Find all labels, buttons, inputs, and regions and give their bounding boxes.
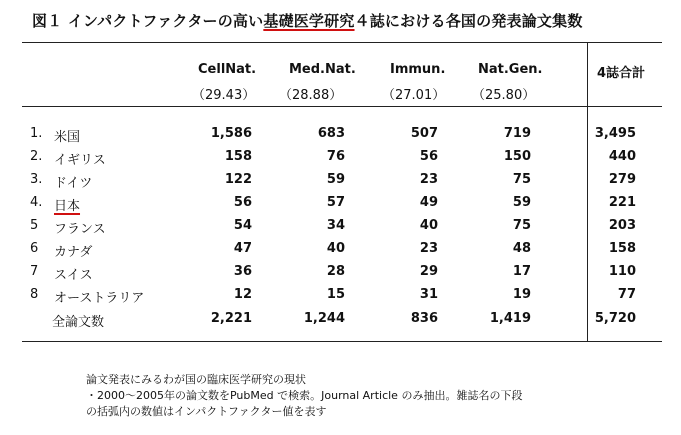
row-value-col-2: 34 bbox=[326, 218, 345, 233]
row-value-col-1: 158 bbox=[224, 149, 252, 164]
figure-title bbox=[32, 10, 583, 31]
row-value-col-4: 1,419 bbox=[489, 311, 531, 326]
row-total: 158 bbox=[608, 241, 636, 256]
row-value-col-4: 75 bbox=[512, 172, 531, 187]
row-value-col-4: 19 bbox=[512, 287, 531, 302]
row-rank: 5 bbox=[30, 218, 39, 233]
row-country: カナダ bbox=[54, 245, 93, 260]
row-value-col-4: 75 bbox=[512, 218, 531, 233]
row-country: イギリス bbox=[54, 153, 106, 168]
row-value-col-1: 56 bbox=[233, 195, 252, 210]
row-rank: 2. bbox=[30, 149, 43, 164]
row-value-col-4: 59 bbox=[512, 195, 531, 210]
row-value-col-3: 836 bbox=[410, 311, 438, 326]
title-suffix: ４誌における各国の発表論文集数 bbox=[354, 12, 583, 30]
row-value-col-2: 76 bbox=[326, 149, 345, 164]
col-if-cellnat: （29.43） bbox=[192, 88, 256, 103]
note-line-3: の括弧内の数値はインパクトファクター値を表す bbox=[86, 405, 327, 418]
row-total: 5,720 bbox=[594, 311, 636, 326]
row-rank: 1. bbox=[30, 126, 43, 141]
row-value-col-3: 507 bbox=[410, 126, 438, 141]
row-value-col-1: 1,586 bbox=[210, 126, 252, 141]
row-value-col-4: 17 bbox=[512, 264, 531, 279]
col-header-total: 4誌合計 bbox=[597, 66, 646, 81]
note-line-1: 論文発表にみるわが国の臨床医学研究の現状 bbox=[86, 373, 306, 386]
row-value-col-4: 150 bbox=[503, 149, 531, 164]
col-header-immun: Immun. bbox=[390, 62, 446, 77]
row-country: オーストラリア bbox=[54, 291, 145, 306]
row-value-col-3: 56 bbox=[419, 149, 438, 164]
row-rank: 8 bbox=[30, 287, 39, 302]
row-rank: 6 bbox=[30, 241, 39, 256]
row-country: フランス bbox=[54, 222, 106, 237]
col-header-natgen: Nat.Gen. bbox=[478, 62, 543, 77]
col-if-mednat: （28.88） bbox=[279, 88, 343, 103]
row-rank: 4. bbox=[30, 195, 43, 210]
row-value-col-3: 31 bbox=[419, 287, 438, 302]
row-value-col-2: 59 bbox=[326, 172, 345, 187]
row-value-col-1: 47 bbox=[233, 241, 252, 256]
row-value-col-1: 36 bbox=[233, 264, 252, 279]
row-rank: 3. bbox=[30, 172, 43, 187]
row-value-col-4: 719 bbox=[503, 126, 531, 141]
row-rank: 7 bbox=[30, 264, 39, 279]
row-value-col-2: 15 bbox=[326, 287, 345, 302]
row-value-col-2: 57 bbox=[326, 195, 345, 210]
row-value-col-1: 122 bbox=[224, 172, 252, 187]
title-underlined: 基礎医学研究 bbox=[263, 12, 355, 30]
row-value-col-3: 40 bbox=[419, 218, 438, 233]
title-prefix: 図１ インパクトファクターの高い bbox=[32, 12, 264, 30]
row-total: 203 bbox=[608, 218, 636, 233]
row-country: スイス bbox=[54, 268, 93, 283]
note-line-2: ・2000～2005年の論文数をPubMed で検索。Journal Article のみ抽出。雑誌名の下段 bbox=[86, 389, 523, 402]
row-total: 221 bbox=[608, 195, 636, 210]
row-value-col-2: 28 bbox=[326, 264, 345, 279]
row-value-col-2: 683 bbox=[317, 126, 345, 141]
row-total: 3,495 bbox=[594, 126, 636, 141]
col-header-cellnat: CellNat. bbox=[198, 62, 257, 77]
row-value-col-1: 54 bbox=[233, 218, 252, 233]
row-country: 全論文数 bbox=[52, 315, 105, 330]
row-value-col-4: 48 bbox=[512, 241, 531, 256]
row-value-col-3: 23 bbox=[419, 241, 438, 256]
row-value-col-1: 2,221 bbox=[210, 311, 252, 326]
row-value-col-2: 40 bbox=[326, 241, 345, 256]
row-country: 日本 bbox=[54, 199, 81, 214]
col-if-natgen: （25.80） bbox=[472, 88, 536, 103]
row-value-col-3: 49 bbox=[419, 195, 438, 210]
row-country: 米国 bbox=[54, 130, 81, 145]
row-value-col-3: 23 bbox=[419, 172, 438, 187]
row-country: ドイツ bbox=[54, 176, 93, 191]
header-divider bbox=[22, 106, 662, 107]
row-total: 77 bbox=[617, 287, 636, 302]
row-total: 279 bbox=[608, 172, 636, 187]
col-header-mednat: Med.Nat. bbox=[289, 62, 356, 77]
row-total: 440 bbox=[608, 149, 636, 164]
row-total: 110 bbox=[608, 264, 636, 279]
row-value-col-1: 12 bbox=[233, 287, 252, 302]
col-if-immun: （27.01） bbox=[382, 88, 446, 103]
row-value-col-2: 1,244 bbox=[303, 311, 345, 326]
row-value-col-3: 29 bbox=[419, 264, 438, 279]
